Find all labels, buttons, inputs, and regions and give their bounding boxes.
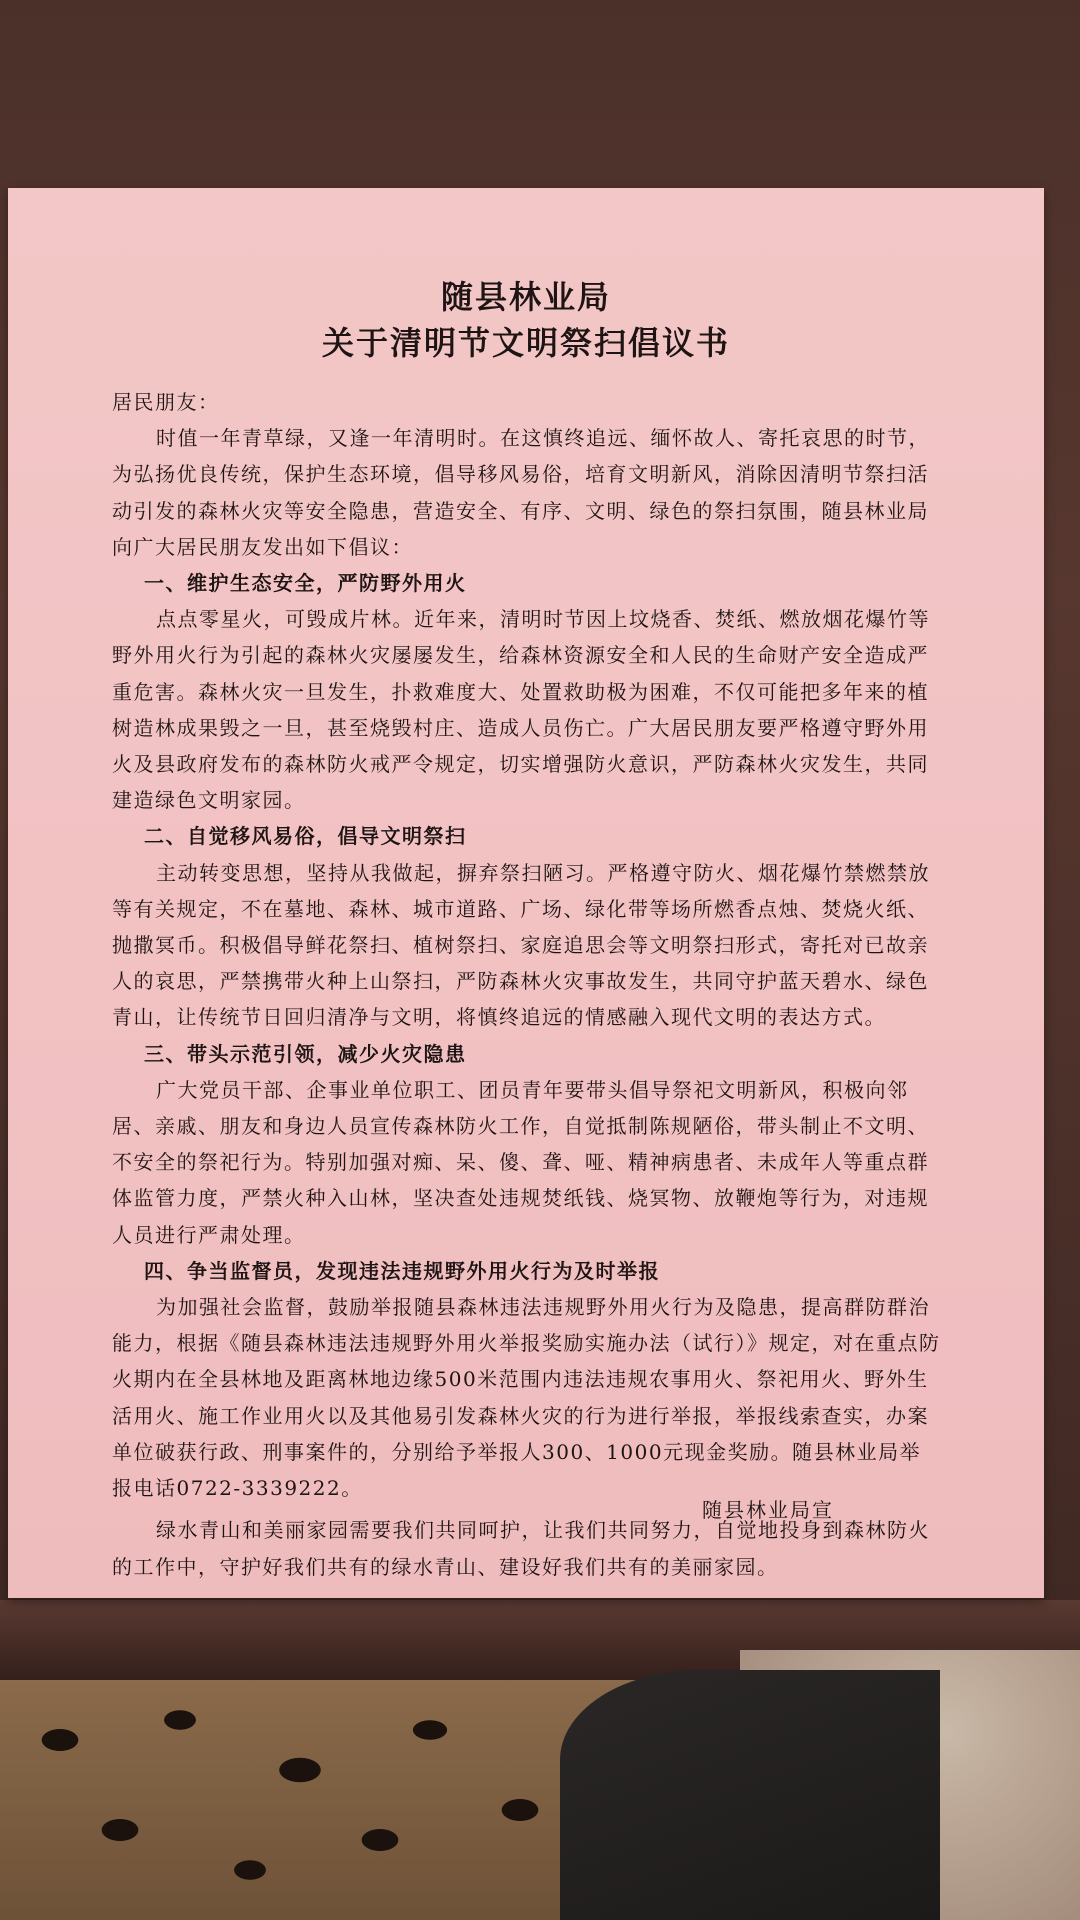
section-heading-4: 四、争当监督员，发现违法违规野外用火行为及时举报 [144, 1258, 660, 1283]
dark-clothing [560, 1670, 940, 1920]
closing-paragraph: 绿水青山和美丽家园需要我们共同呵护，让我们共同努力，自觉地投身到森林防火的工作中，守护好我们共有的绿水青山、建设好我们共有的美丽家园。 [112, 1518, 930, 1579]
salutation: 居民朋友： [112, 390, 220, 414]
intro-paragraph: 时值一年青草绿，又逢一年清明时。在这慎终追远、缅怀故人、寄托哀思的时节，为弘扬优良传统，保护生态环境，倡导移风易俗，培育文明新风，消除因清明节祭扫活动引发的森林火灾等安全隐患，营造安全、有序、文明、绿色的祭扫氛围，随县林业局向广大居民朋友发出如下倡议： [112, 426, 930, 559]
signature: 随县林业局宣 [702, 1498, 834, 1522]
section-heading-3: 三、带头示范引领，减少火灾隐患 [144, 1041, 467, 1066]
section-body-2: 主动转变思想，坚持从我做起，摒弃祭扫陋习。严格遵守防火、烟花爆竹禁燃禁放等有关规定，不在墓地、森林、城市道路、广场、绿化带等场所燃香点烛、焚烧火纸、抛撒冥币。积极倡导鲜花祭扫、植树祭扫、家庭追思会等文明祭扫形式，寄托对已故亲人的哀思，严禁携带火种上山祭扫，严防森林火灾事故发生，共同守护蓝天碧水、绿色青山，让传统节日回归清净与文明，将慎终追远的情感融入现代文明的表达方式。 [112, 860, 930, 1030]
section-body-4: 为加强社会监督，鼓励举报随县森林违法违规野外用火行为及隐患，提高群防群治能力，根据《随县森林违法违规野外用火举报奖励实施办法（试行）》规定，对在重点防火期内在全县林地及距离林地边缘500米范围内违法违规农事用火、祭祀用火、野外生活用火、施工作业用火以及其他易引发森林火灾的行为进行举报，举报线索查实，办案单位破获行政、刑事案件的，分别给予举报人300、1000元现金奖励。随县林业局举报电话0722-3339222。 [112, 1295, 941, 1501]
proposal-document [8, 188, 1044, 1598]
document-body [112, 384, 942, 1585]
document-title-issuer: 随县林业局 [440, 278, 611, 316]
document-title-subject: 关于清明节文明祭扫倡议书 [321, 324, 730, 362]
section-heading-1: 一、维护生态安全，严防野外用火 [144, 571, 467, 596]
section-body-1: 点点零星火，可毁成片林。近年来，清明时节因上坟烧香、焚纸、燃放烟花爆竹等野外用火行为引起的森林火灾屡屡发生，给森林资源安全和人民的生命财产安全造成严重危害。森林火灾一旦发生，扑救难度大、处置救助极为困难，不仅可能把多年来的植树造林成果毁之一旦，甚至烧毁村庄、造成人员伤亡。广大居民朋友要严格遵守野外用火及县政府发布的森林防火戒严令规定，切实增强防火意识，严防森林火灾发生，共同建造绿色文明家园。 [112, 607, 930, 813]
section-body-3: 广大党员干部、企事业单位职工、团员青年要带头倡导祭祀文明新风，积极向邻居、亲戚、朋友和身边人员宣传森林防火工作，自觉抵制陈规陋俗，带头制止不文明、不安全的祭祀行为。特别加强对痴、呆、傻、聋、哑、精神病患者、未成年人等重点群体监管力度，严禁火种入山林，坚决查处违规焚纸钱、烧冥物、放鞭炮等行为，对违规人员进行严肃处理。 [112, 1077, 929, 1247]
section-heading-2: 二、自觉移风易俗，倡导文明祭扫 [144, 824, 467, 849]
